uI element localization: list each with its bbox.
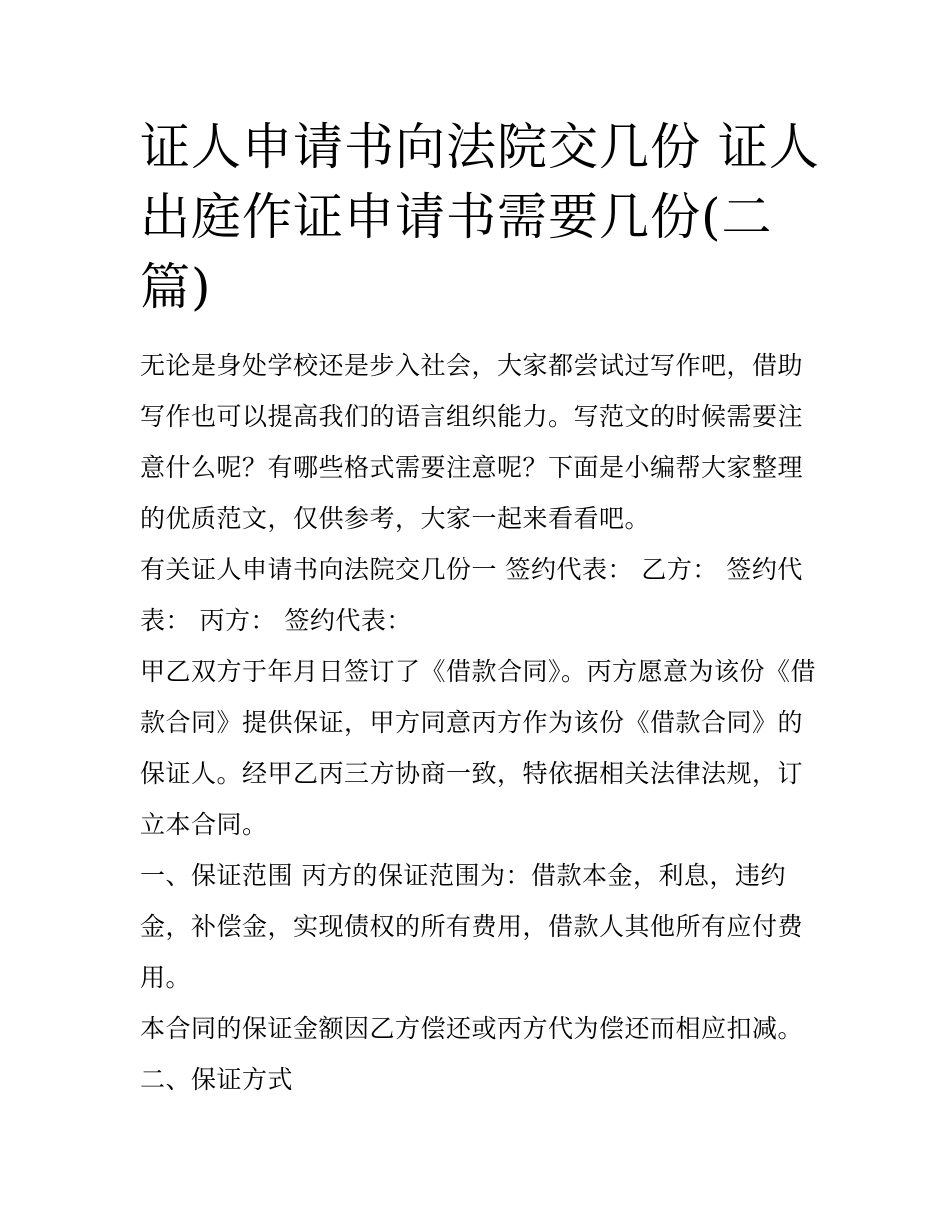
document-body (140, 340, 820, 1105)
intro-paragraph: 无论是身处学校还是步入社会，大家都尝试过写作吧，借助写作也可以提高我们的语言组织能力。写范文的时候需要注意什么呢？有哪些格式需要注意呢？下面是小编帮大家整理的优质范文，仅供参考，大家一起来看看吧。 (140, 351, 804, 533)
guarantee-amount-paragraph: 本合同的保证金额因乙方偿还或丙方代为偿还而相应扣减。 (140, 1014, 804, 1043)
signatory-paragraph: 有关证人申请书向法院交几份一 签约代表： 乙方： 签约代表： 丙方： 签约代表： (140, 555, 803, 635)
guarantee-method-heading: 二、保证方式 (140, 1065, 294, 1094)
contract-paragraph: 甲乙双方于年月日签订了《借款合同》。丙方愿意为该份《借款合同》提供保证，甲方同意丙方作为该份《借款合同》的保证人。经甲乙丙三方协商一致，特依据相关法律法规，订立本合同。 (140, 657, 817, 839)
document-title: 证人申请书向法院交几份 证人出庭作证申请书需要几份(二篇) (140, 118, 820, 316)
guarantee-scope-paragraph: 一、保证范围 丙方的保证范围为：借款本金，利息，违约金，补偿金，实现债权的所有费用，借款人其他所有应付费用。 (140, 861, 804, 992)
document-page (140, 112, 820, 1105)
